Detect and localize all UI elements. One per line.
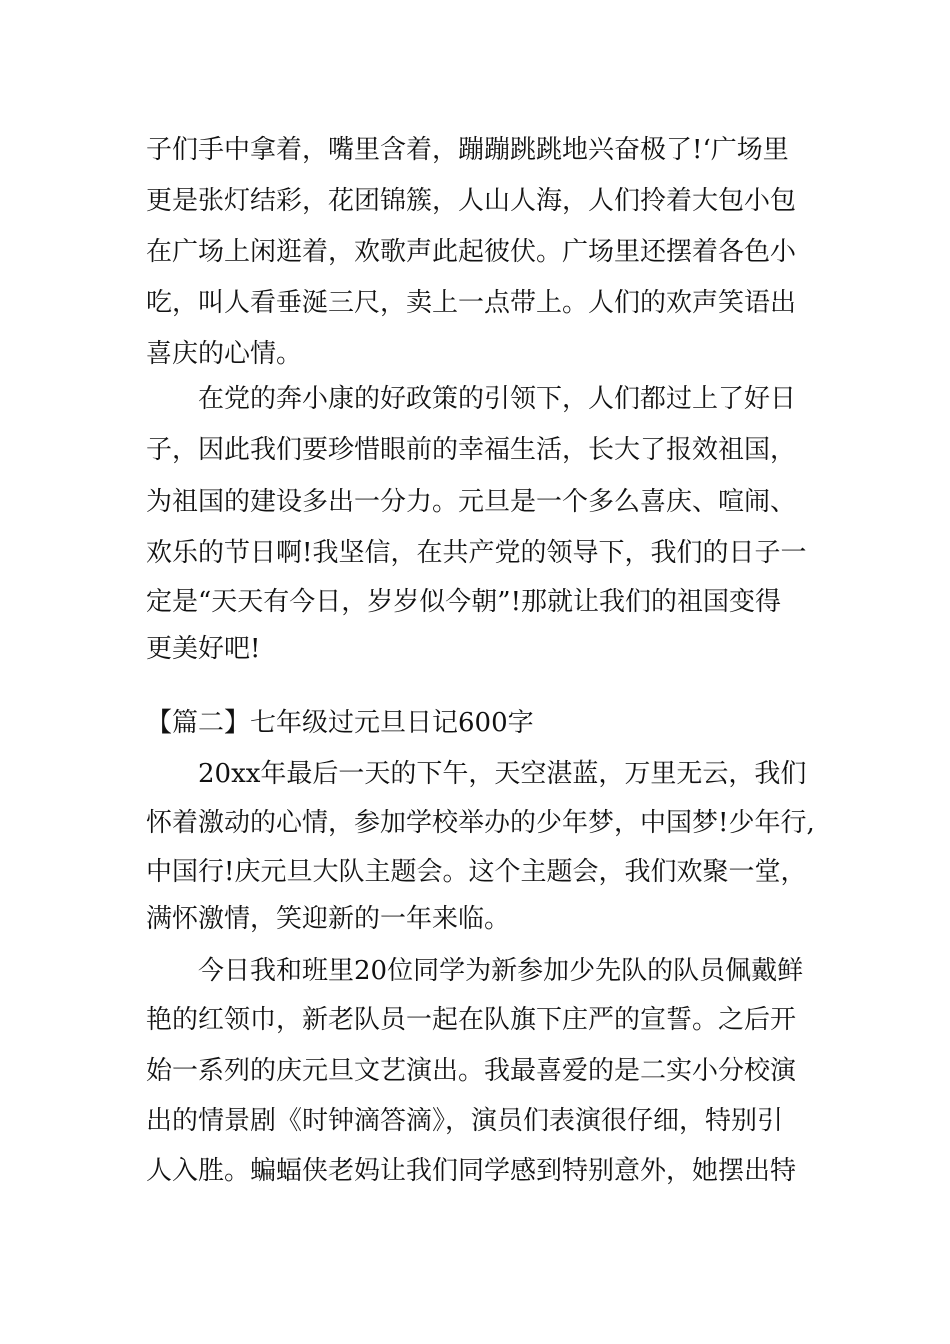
text-line: 更是张灯结彩，花团锦簇，人山人海，人们拎着大包小包: [146, 186, 797, 216]
paragraph-first-line: 20xx年最后一天的下午，天空湛蓝，万里无云，我们: [198, 759, 807, 789]
text-line: 怀着激动的心情，参加学校举办的少年梦，中国梦!少年行,: [146, 808, 815, 838]
text-line: 始一系列的庆元旦文艺演出。我最喜爱的是二实小分校演: [146, 1056, 797, 1086]
text-line: 出的情景剧《时钟滴答滴》，演员们表演很仔细，特别引: [146, 1106, 784, 1136]
text-line: 定是“天天有今日，岁岁似今朝”!那就让我们的祖国变得: [146, 587, 782, 617]
text-line: 更美好吧!: [146, 634, 261, 664]
text-line: 子，因此我们要珍惜眼前的幸福生活，长大了报效祖国，: [146, 435, 797, 465]
paragraph-first-line: 今日我和班里20位同学为新参加少先队的队员佩戴鲜: [198, 956, 804, 986]
text-line: 子们手中拿着，嘴里含着，蹦蹦跳跳地兴奋极了!‘广场里: [146, 135, 789, 165]
text-line: 喜庆的心情。: [146, 339, 303, 369]
text-line: 在广场上闲逛着，欢歌声此起彼伏。广场里还摆着各色小: [146, 237, 797, 267]
paragraph-first-line: 在党的奔小康的好政策的引领下，人们都过上了好日: [198, 384, 797, 414]
text-line: 满怀激情，笑迎新的一年来临。: [146, 904, 511, 934]
text-line: 中国行!庆元旦大队主题会。这个主题会，我们欢聚一堂，: [146, 857, 807, 887]
section-heading: 【篇二】七年级过元旦日记600字: [146, 708, 534, 738]
text-line: 欢乐的节日啊!我坚信，在共产党的领导下，我们的日子一: [146, 538, 807, 568]
text-line: 艳的红领巾，新老队员一起在队旗下庄严的宣誓。之后开: [146, 1005, 797, 1035]
text-line: 人入胜。蝙蝠侠老妈让我们同学感到特别意外，她摆出特: [146, 1156, 797, 1186]
text-line: 吃，叫人看垂涎三尺，卖上一点带上。人们的欢声笑语出: [146, 288, 797, 318]
text-line: 为祖国的建设多出一分力。元旦是一个多么喜庆、喧闹、: [146, 487, 797, 517]
